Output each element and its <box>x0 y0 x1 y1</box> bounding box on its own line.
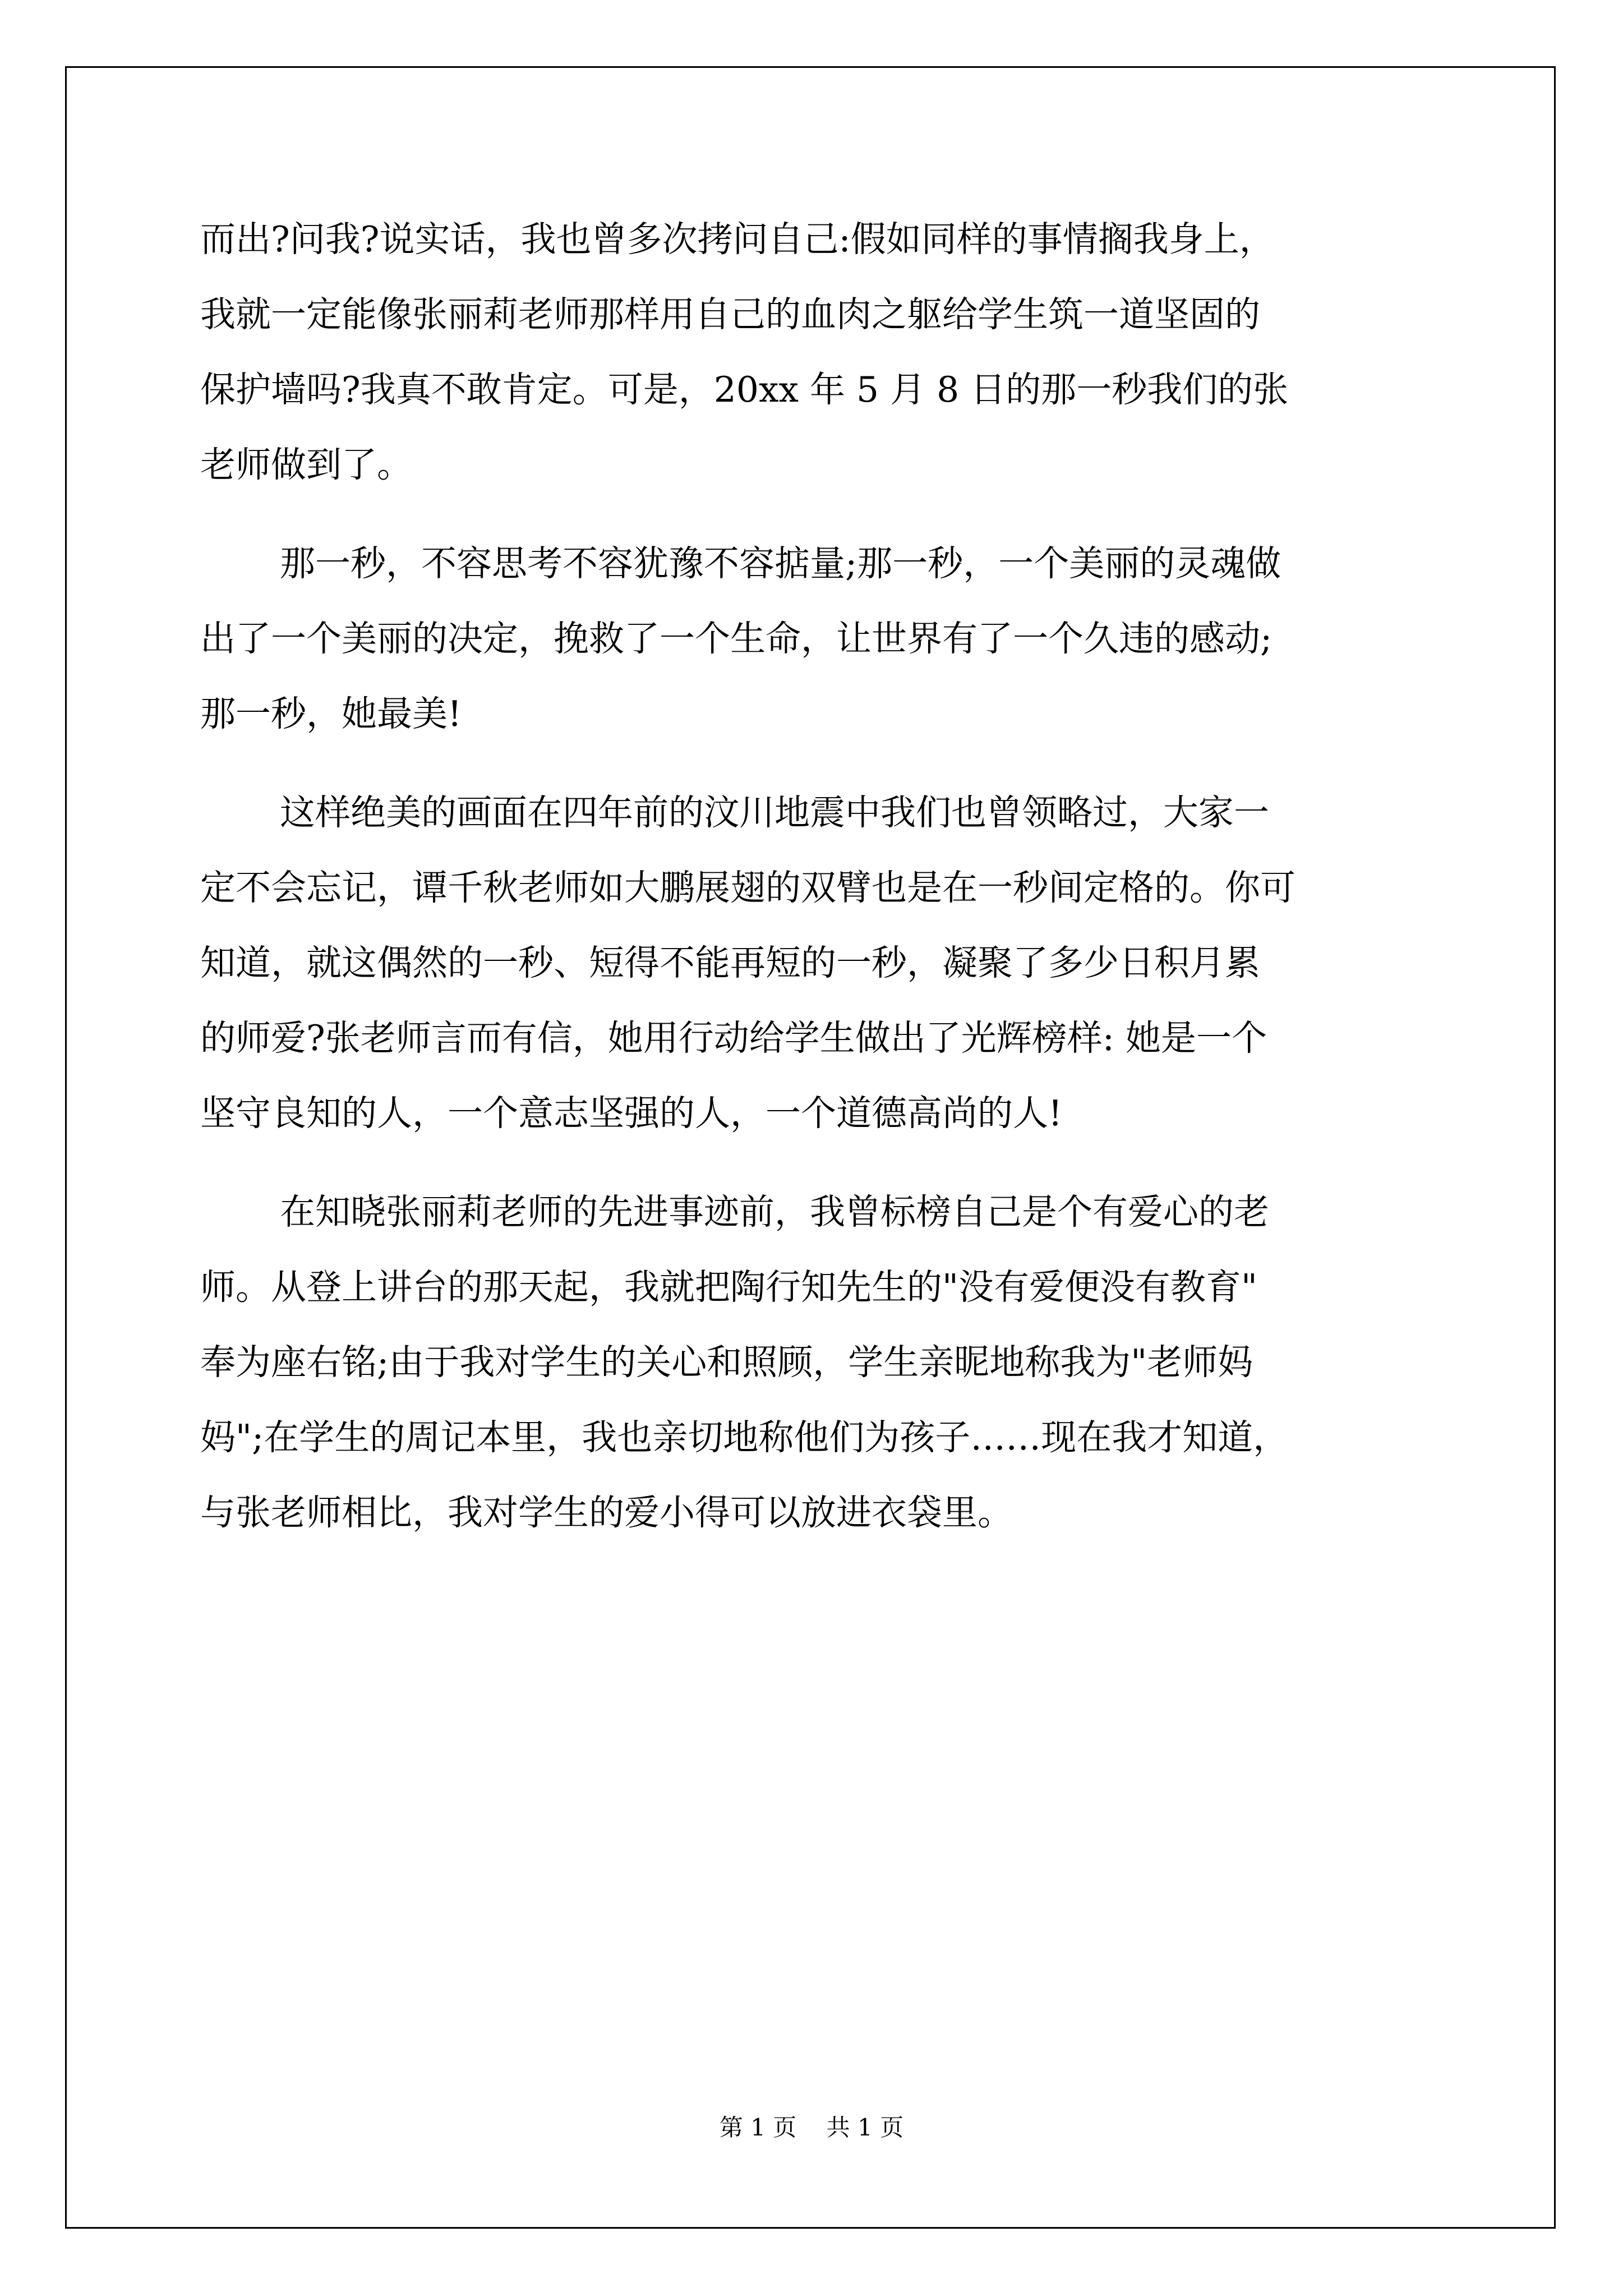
page-footer <box>0 2109 1623 2143</box>
text-line: 的师爱?张老师言而有信，她用行动给学生做出了光辉榜样: 她是一个 <box>200 1018 1267 1059</box>
document-body <box>200 202 1440 1550</box>
page-number-current: 第 1 页 <box>719 2114 797 2141</box>
text-line: 保护墙吗?我真不敢肯定。可是，20xx 年 5 月 8 日的那一秒我们的张 <box>200 369 1289 410</box>
text-line: 师。从登上讲台的那天起，我就把陶行知先生的"没有爱便没有教育" <box>200 1267 1257 1308</box>
page-number-total: 共 1 页 <box>826 2114 904 2141</box>
text-line: 妈";在学生的周记本里，我也亲切地称他们为孩子……现在我才知道， <box>200 1417 1289 1458</box>
text-line: 老师做到了。 <box>200 444 412 485</box>
text-line: 那一秒，她最美! <box>200 693 462 734</box>
text-line: 定不会忘记，谭千秋老师如大鹏展翅的双臂也是在一秒间定格的。你可 <box>200 867 1295 908</box>
text-line: 这样绝美的画面在四年前的汶川地震中我们也曾领略过，大家一 <box>280 792 1269 833</box>
paragraph-gap <box>200 1151 1440 1175</box>
paragraph-gap <box>200 503 1440 526</box>
text-line: 与张老师相比，我对学生的爱小得可以放进衣袋里。 <box>200 1492 1013 1533</box>
text-line: 那一秒，不容思考不容犹豫不容掂量;那一秒，一个美丽的灵魂做 <box>280 543 1281 584</box>
paragraph-gap <box>200 752 1440 775</box>
text-line: 在知晓张丽莉老师的先进事迹前，我曾标榜自己是个有爱心的老 <box>280 1191 1269 1232</box>
text-line: 坚守良知的人，一个意志坚强的人，一个道德高尚的人! <box>200 1093 1063 1134</box>
text-line: 出了一个美丽的决定，挽救了一个生命，让世界有了一个久违的感动; <box>200 618 1272 659</box>
text-line: 而出?问我?说实话，我也曾多次拷问自己:假如同样的事情搁我身上， <box>200 219 1275 260</box>
text-line: 我就一定能像张丽莉老师那样用自己的血肉之躯给学生筑一道坚固的 <box>200 294 1260 335</box>
text-line: 知道，就这偶然的一秒、短得不能再短的一秒，凝聚了多少日积月累 <box>200 942 1260 983</box>
text-line: 奉为座右铭;由于我对学生的关心和照顾，学生亲昵地称我为"老师妈 <box>200 1342 1253 1383</box>
